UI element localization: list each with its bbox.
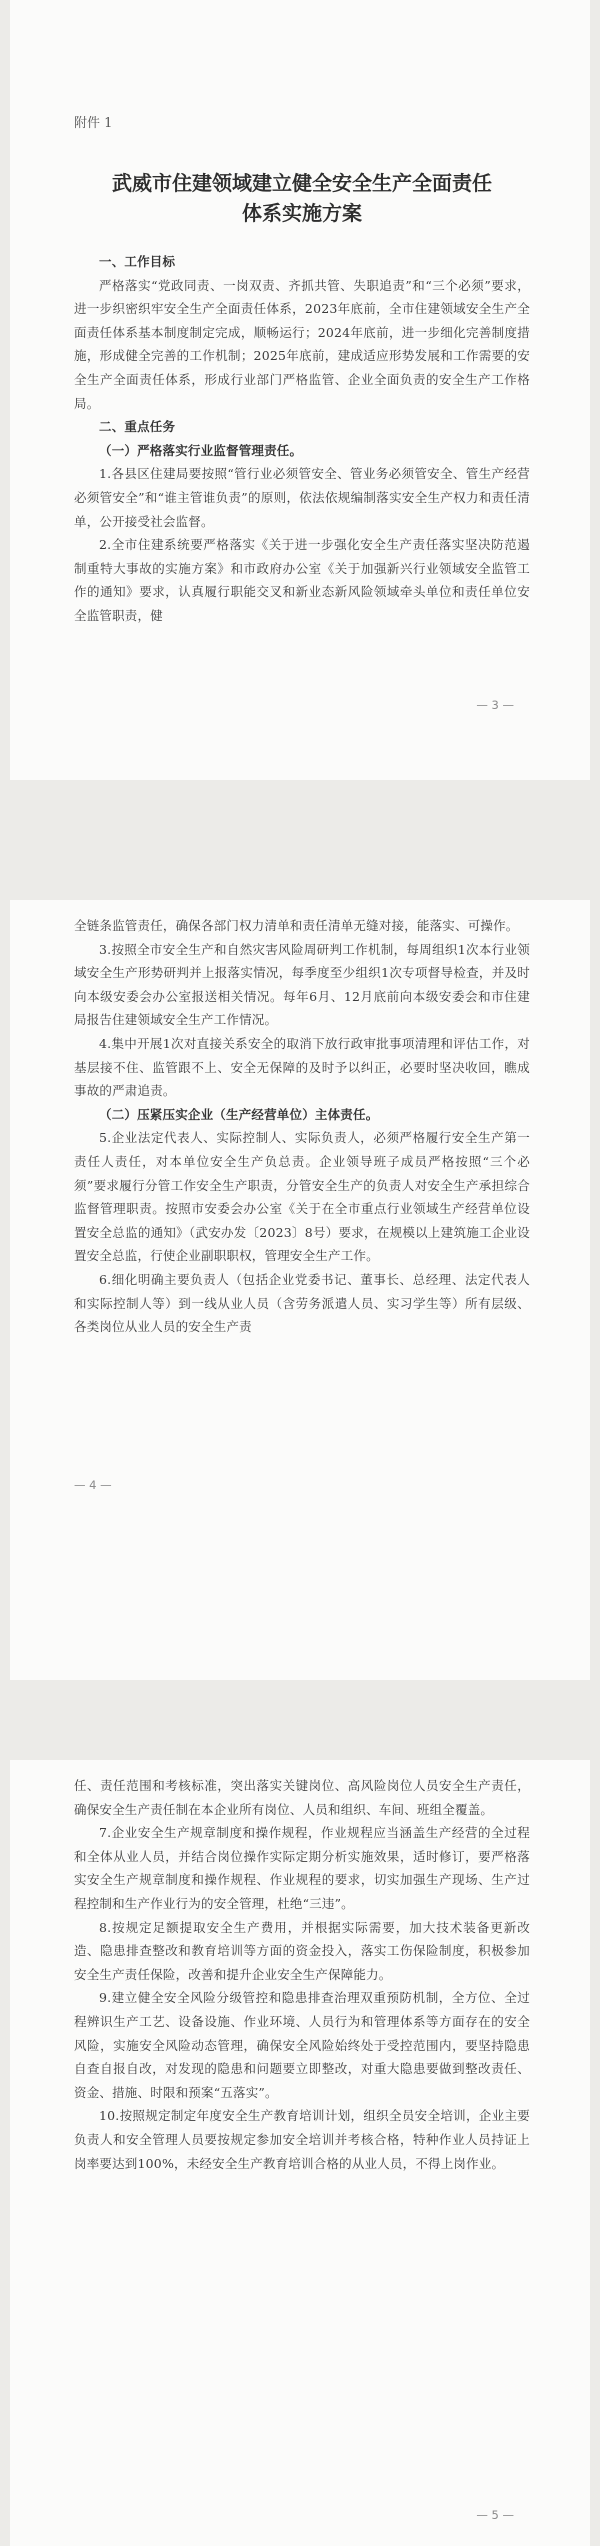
paragraph: 3.按照全市安全生产和自然灾害风险周研判工作机制，每周组织1次本行业领域安全生产形势研判并上报落实情况，每季度至少组织1次专项督导检查，并及时向本级安委会办公室报送相关情况。每年6月、12月底前向本级安委会和市住建局报告住建领域安全生产工作情况。 xyxy=(74,941,530,1028)
paragraph: 6.细化明确主要负责人（包括企业党委书记、董事长、总经理、法定代表人和实际控制人等）到一线从业人员（含劳务派遣人员、实习学生等）所有层级、各类岗位从业人员的安全生产责 xyxy=(74,1271,530,1335)
paragraph: 8.按规定足额提取安全生产费用，并根据实际需要，加大技术装备更新改造、隐患排查整改和教育培训等方面的资金投入，落实工伤保险制度，积极参加安全生产责任保险，改善和提升企业安全生产保障能力。 xyxy=(74,1919,530,1982)
page-body xyxy=(74,914,530,1339)
paragraph: 1.各县区住建局要按照“管行业必须管安全、管业务必须管安全、管生产经营必须管安全”和“谁主管谁负责”的原则，依法依规编制落实安全生产权力和责任清单，公开接受社会监督。 xyxy=(74,466,530,529)
page-number: — 4 — xyxy=(74,1478,112,1492)
paragraph: 5.企业法定代表人、实际控制人、实际负责人，必须严格履行安全生产第一责任人责任，对本单位安全生产负总责。企业领导班子成员严格按照“三个必须”要求履行分管工作安全生产职责，分管安全生产的负责人对安全生产承担综合监督管理职责。按照市安委会办公室《关于在全市重点行业领域生产经营单位设置安全总监的通知》（武安办发〔2023〕8号）要求，在规模以上建筑施工企业设置安全总监，行使企业副职职权，管理安全生产工作。 xyxy=(74,1130,530,1264)
document-page-4 xyxy=(10,900,590,1680)
title-line-2: 体系实施方案 xyxy=(242,201,362,225)
subsection-heading: （二）压紧压实企业（生产经营单位）主体责任。 xyxy=(99,1106,379,1122)
paragraph: 7.企业安全生产规章制度和操作规程，作业规程应当涵盖生产经营的全过程和全体从业人员，并结合岗位操作实际定期分析实施效果，适时修订，要严格落实安全生产规章制度和操作规程、作业规程的要求，切实加强生产现场、生产过程控制和生产作业行为的安全管理，杜绝“三违”。 xyxy=(74,1825,530,1911)
page-body xyxy=(74,1774,530,2175)
paragraph: 严格落实“党政同责、一岗双责、齐抓共管、失职追责”和“三个必须”要求，进一步织密织牢安全生产全面责任体系，2023年底前，全市住建领域安全生产全面责任体系基本制度制定完成，顺畅运行；2024年底前，进一步细化完善制度措施，形成健全完善的工作机制；2025年底前，建成适应形势发展和工作需要的安全生产全面责任体系，形成行业部门严格监管、企业全面负责的安全生产工作格局。 xyxy=(74,277,530,411)
title-line-1: 武威市住建领域建立健全安全生产全面责任 xyxy=(112,171,492,195)
paragraph-continued: 任、责任范围和考核标准，突出落实关键岗位、高风险岗位人员安全生产责任，确保安全生产责任制在本企业所有岗位、人员和组织、车间、班组全覆盖。 xyxy=(74,1778,530,1817)
paragraph-continued: 全链条监管责任，确保各部门权力清单和责任清单无缝对接，能落实、可操作。 xyxy=(74,918,519,933)
section-heading: 一、工作目标 xyxy=(99,254,176,269)
paragraph: 2.全市住建系统要严格落实《关于进一步强化安全生产责任落实坚决防范遏制重特大事故的实施方案》和市政府办公室《关于加强新兴行业领域安全监管工作的通知》要求，认真履行职能交叉和新业态新风险领域牵头单位和责任单位安全监管职责，健 xyxy=(74,537,530,623)
page-number: — 3 — xyxy=(476,698,514,712)
section-heading: 二、重点任务 xyxy=(99,419,176,435)
page-body xyxy=(74,250,530,628)
attachment-label: 附件 1 xyxy=(74,116,113,131)
page-number: — 5 — xyxy=(476,2508,514,2522)
subsection-heading: （一）严格落实行业监督管理责任。 xyxy=(99,442,303,458)
document-page-5 xyxy=(10,1760,590,2546)
paragraph: 9.建立健全安全风险分级管控和隐患排查治理双重预防机制，全方位、全过程辨识生产工艺、设备设施、作业环境、人员行为和管理体系等方面存在的安全风险，实施安全风险动态管理，确保安全风险始终处于受控范围内，要坚持隐患自查自报自改，对发现的隐患和问题要立即整改，对重大隐患要做到整改责任、资金、措施、时限和预案“五落实”。 xyxy=(74,1990,530,2100)
document-title xyxy=(74,168,530,228)
document-page-3 xyxy=(10,0,590,780)
paragraph: 10.按照规定制定年度安全生产教育培训计划，组织全员安全培训，企业主要负责人和安全管理人员要按规定参加安全培训并考核合格，特种作业人员持证上岗率要达到100%，未经安全生产教育培训合格的从业人员，不得上岗作业。 xyxy=(74,2108,530,2171)
paragraph: 4.集中开展1次对直接关系安全的取消下放行政审批事项清理和评估工作，对基层接不住、监管跟不上、安全无保障的及时予以纠正，必要时坚决收回，瞧成事故的严肃追责。 xyxy=(74,1035,530,1099)
